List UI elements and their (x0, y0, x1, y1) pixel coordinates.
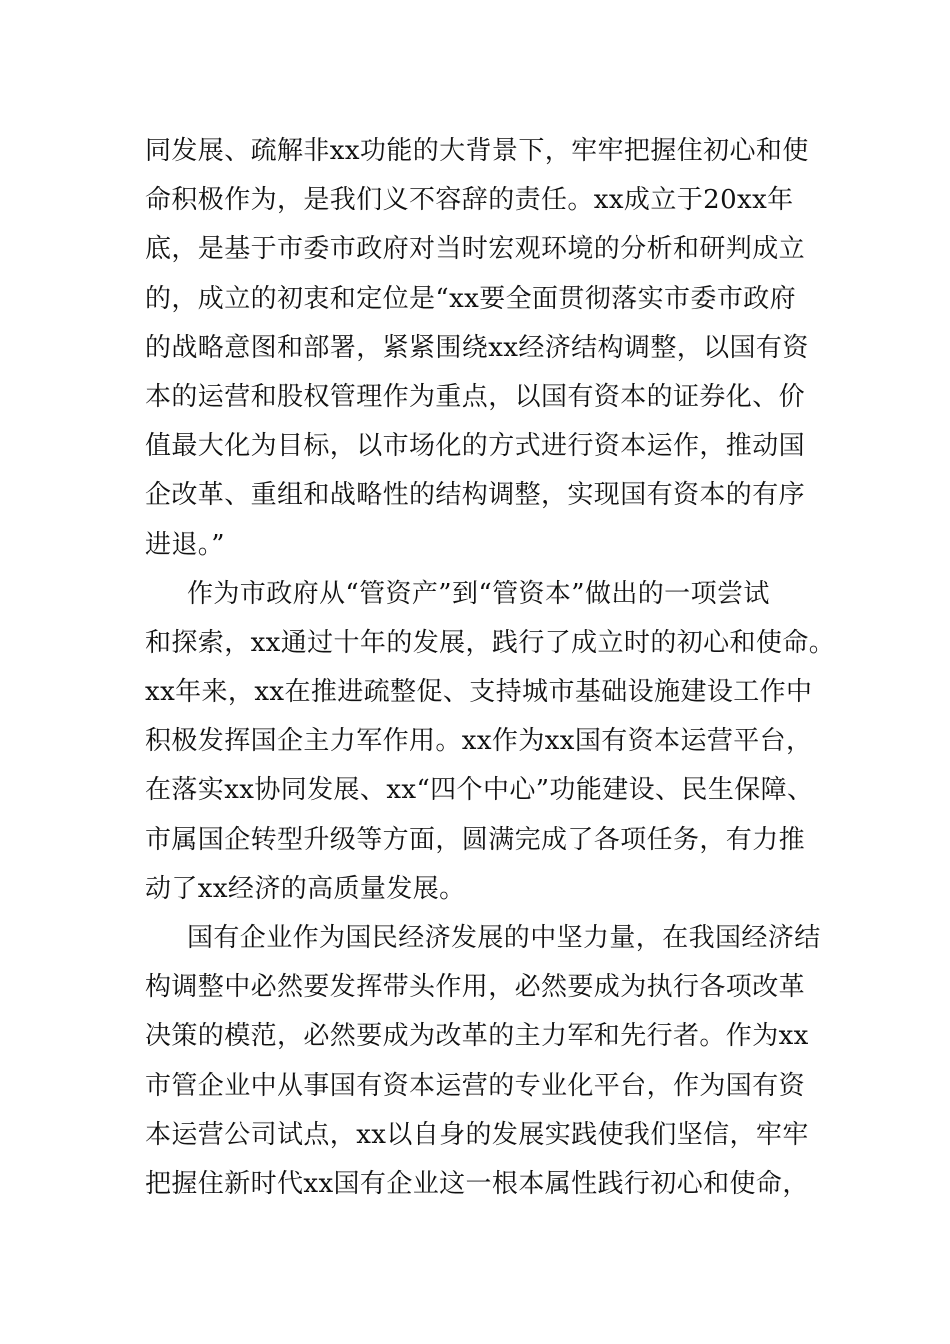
text-line: 值最大化为目标，以市场化的方式进行资本运作，推动国 (145, 431, 806, 462)
text-line: 底，是基于市委市政府对当时宏观环境的分析和研判成立 (145, 234, 806, 265)
paragraph-3 (145, 914, 845, 1209)
body-text (145, 127, 845, 1209)
text-line: 决策的模范，必然要成为改革的主力军和先行者。作为xx (145, 1021, 809, 1052)
text-line: 同发展、疏解非xx功能的大背景下，牢牢把握住初心和使 (145, 136, 809, 166)
text-line: 在落实xx协同发展、xx“四个中心”功能建设、民生保障、 (145, 775, 814, 806)
text-line: 进退。” (145, 529, 225, 560)
text-line: 的战略意图和部署，紧紧围绕xx经济结构调整，以国有资 (145, 332, 809, 363)
text-line: 市属国企转型升级等方面，圆满完成了各项任务，有力推 (145, 824, 806, 855)
text-line: 积极发挥国企主力军作用。xx作为xx国有资本运营平台， (145, 726, 813, 757)
text-line: 本的运营和股权管理作为重点，以国有资本的证券化、价 (145, 381, 806, 412)
text-line: 和探索，xx通过十年的发展，践行了成立时的初心和使命。 (145, 627, 836, 658)
text-line: 作为市政府从“管资产”到“管资本”做出的一项尝试 (187, 578, 770, 609)
text-line: 构调整中必然要发挥带头作用，必然要成为执行各项改革 (145, 972, 806, 1003)
text-line: 企改革、重组和战略性的结构调整，实现国有资本的有序 (145, 480, 806, 511)
text-line: 动了xx经济的高质量发展。 (145, 873, 466, 904)
text-line: 把握住新时代xx国有企业这一根本属性践行初心和使命， (145, 1168, 809, 1199)
text-line: xx年来，xx在推进疏整促、支持城市基础设施建设工作中 (145, 677, 813, 708)
text-line: 本运营公司试点，xx以自身的发展实践使我们坚信，牢牢 (145, 1119, 809, 1150)
paragraph-1 (145, 127, 845, 570)
text-line: 命积极作为，是我们义不容辞的责任。xx成立于20xx年 (145, 185, 794, 216)
text-line: 国有企业作为国民经济发展的中坚力量，在我国经济结 (187, 923, 821, 953)
paragraph-2 (145, 570, 845, 914)
text-line: 市管企业中从事国有资本运营的专业化平台，作为国有资 (145, 1070, 806, 1101)
text-line: 的，成立的初衷和定位是“xx要全面贯彻落实市委市政府 (145, 283, 797, 314)
